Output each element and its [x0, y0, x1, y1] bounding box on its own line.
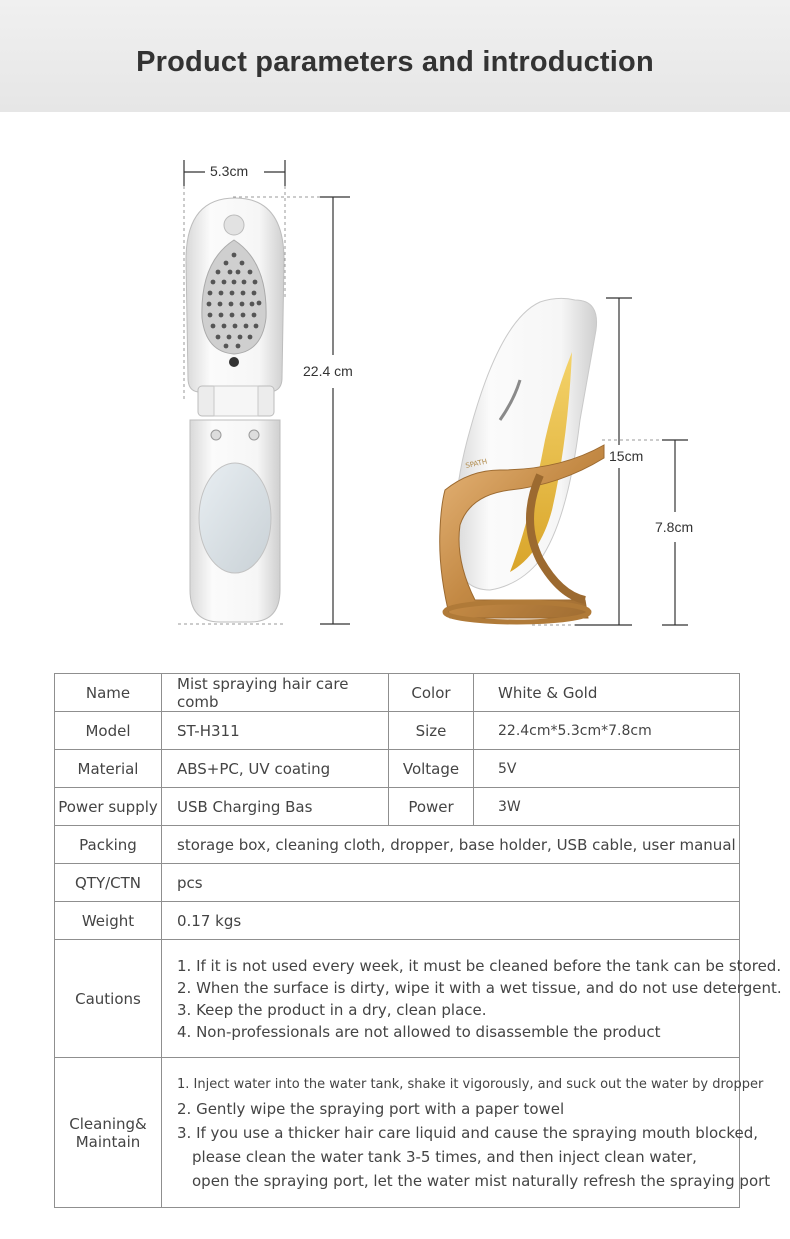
color-value: White & Gold — [474, 674, 740, 712]
weight-label: Weight — [55, 902, 162, 940]
name-label: Name — [55, 674, 162, 712]
voltage-label: Voltage — [389, 750, 474, 788]
table-row — [55, 788, 740, 826]
page-title: Product parameters and introduction — [136, 46, 654, 78]
list-item: 2. When the surface is dirty, wipe it with a wet tissue, and do not use detergent. — [177, 978, 782, 997]
table-row — [55, 864, 740, 902]
table-row — [55, 940, 740, 1058]
cautions-label: Cautions — [55, 940, 162, 1058]
cleaning-list — [162, 1058, 771, 1208]
table-row — [55, 750, 740, 788]
power-supply-label: Power supply — [55, 788, 162, 826]
spec-table — [54, 673, 782, 1208]
material-value: ABS+PC, UV coating — [162, 750, 389, 788]
cleaning-label — [55, 1058, 162, 1208]
voltage-value: 5V — [474, 750, 740, 788]
list-item: 4. Non-professionals are not allowed to disassemble the product — [177, 1022, 661, 1041]
power-label: Power — [389, 788, 474, 826]
list-item: please clean the water tank 3-5 times, and then inject clean water, — [192, 1147, 697, 1166]
list-item: 3. Keep the product in a dry, clean place. — [177, 1000, 487, 1019]
list-item: open the spraying port, let the water mist naturally refresh the spraying port — [192, 1171, 771, 1190]
table-row — [55, 1058, 740, 1208]
list-item: 2. Gently wipe the spraying port with a paper towel — [177, 1099, 565, 1118]
table-row — [55, 902, 740, 940]
model-value: ST-H311 — [162, 712, 389, 750]
svg-text:SPATH: SPATH — [464, 457, 488, 470]
comb-open-illustration — [178, 160, 350, 624]
power-value: 3W — [474, 788, 740, 826]
qty-value: pcs — [162, 864, 740, 902]
comb-stand-illustration — [440, 298, 688, 625]
product-figure — [0, 112, 790, 672]
cautions-list — [162, 940, 782, 1058]
base-height-dimension-label: 7.8cm — [655, 519, 694, 535]
list-item: 3. If you use a thicker hair care liquid and cause the spraying mouth blocked, — [177, 1123, 759, 1142]
stand-height-dimension-label: 15cm — [609, 448, 644, 464]
list-item: 1. If it is not used every week, it must be cleaned before the tank can be stored. — [177, 956, 782, 975]
size-value: 22.4cm*5.3cm*7.8cm — [474, 712, 740, 750]
power-supply-value: USB Charging Bas — [162, 788, 389, 826]
table-row — [55, 826, 740, 864]
length-dimension-label: 22.4 cm — [303, 363, 353, 379]
header-banner — [0, 0, 790, 112]
qty-label: QTY/CTN — [55, 864, 162, 902]
list-item: 1. Inject water into the water tank, shake it vigorously, and suck out the water by dropper — [177, 1076, 764, 1092]
model-label: Model — [55, 712, 162, 750]
color-label: Color — [389, 674, 474, 712]
packing-value: storage box, cleaning cloth, dropper, base holder, USB cable, user manual — [162, 826, 740, 864]
material-label: Material — [55, 750, 162, 788]
size-label: Size — [389, 712, 474, 750]
packing-label: Packing — [55, 826, 162, 864]
table-row — [55, 712, 740, 750]
width-dimension-label: 5.3cm — [210, 163, 249, 179]
name-value: Mist spraying hair care comb — [162, 674, 389, 712]
cleaning-label-line-1: Cleaning& — [69, 1114, 147, 1133]
table-row — [55, 674, 740, 712]
cleaning-label-line-2: Maintain — [75, 1132, 141, 1151]
weight-value: 0.17 kgs — [162, 902, 740, 940]
